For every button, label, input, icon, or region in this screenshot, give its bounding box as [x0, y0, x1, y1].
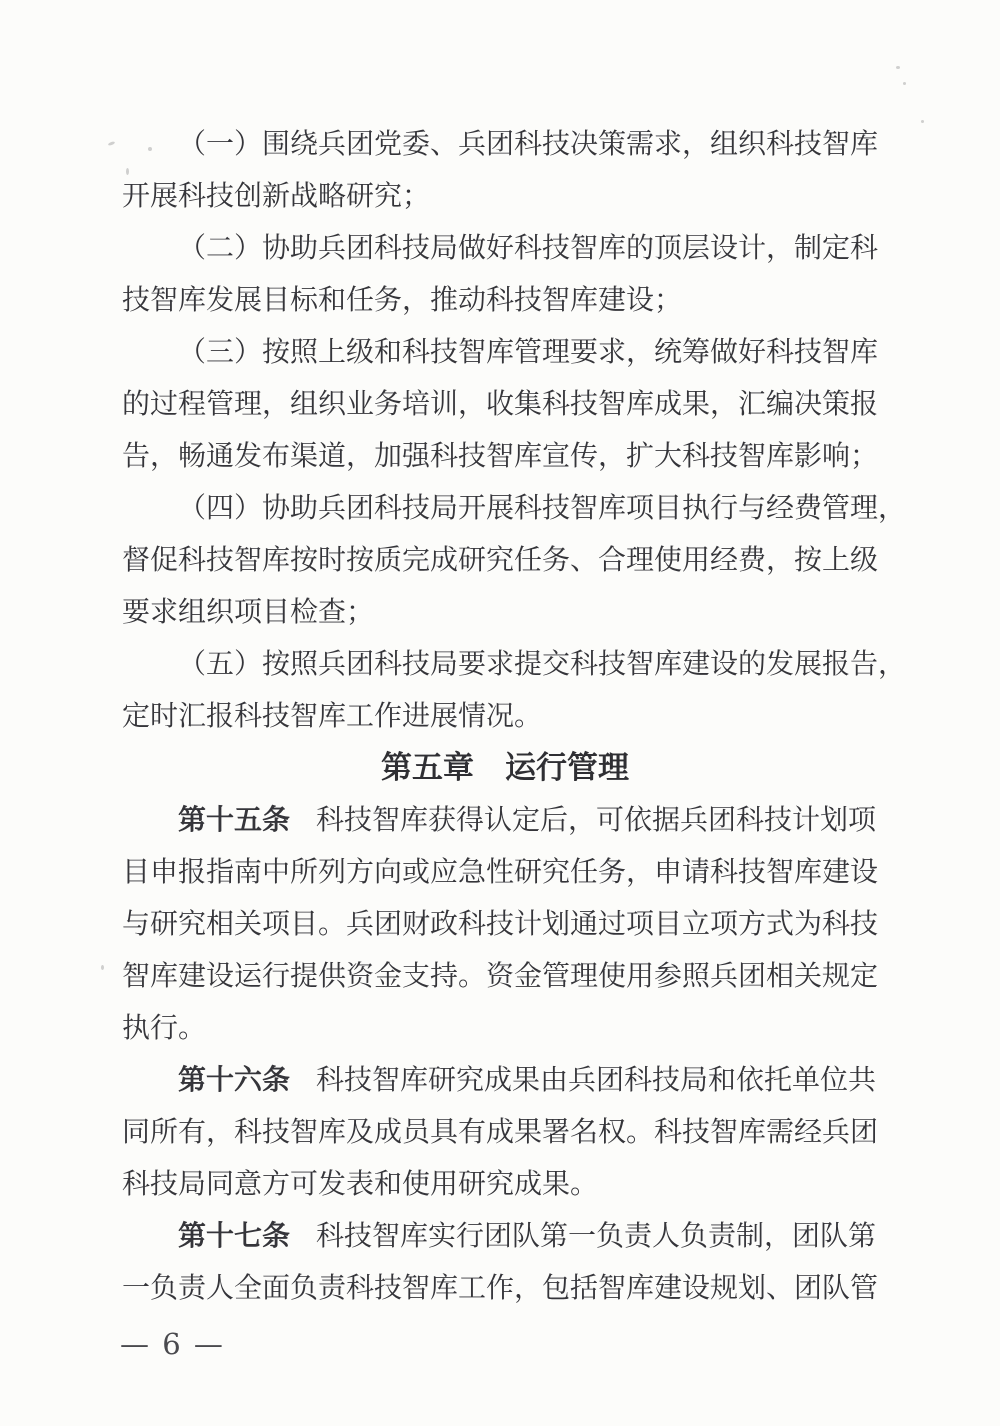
chapter-heading: 第五章 运行管理 — [381, 750, 629, 786]
item-3-line-3: 告，畅通发布渠道，加强科技智库宣传，扩大科技智库影响； — [122, 439, 879, 472]
article-16-line-3: 科技局同意方可发表和使用研究成果。 — [122, 1167, 599, 1200]
page-number: — 6 — — [120, 1327, 225, 1361]
document-body — [122, 118, 907, 1314]
article-15-line-5: 执行。 — [122, 1011, 207, 1044]
item-5-line-1: （五）按照兵团科技局要求提交科技智库建设的发展报告， — [178, 647, 907, 680]
item-2-line-2: 技智库发展目标和任务，推动科技智库建设； — [122, 283, 683, 316]
item-4-line-3: 要求组织项目检查； — [122, 595, 375, 628]
article-16-line-2: 同所有，科技智库及成员具有成果署名权。科技智库需经兵团 — [122, 1115, 879, 1148]
item-4-line-1: （四）协助兵团科技局开展科技智库项目执行与经费管理， — [178, 491, 907, 524]
item-1-line-1: （一）围绕兵团党委、兵团科技决策需求，组织科技智库 — [178, 127, 879, 160]
article-15-text: 科技智库获得认定后，可依据兵团科技计划项 — [316, 803, 877, 836]
article-17-number: 第十七条 — [178, 1219, 291, 1252]
item-1-line-2: 开展科技创新战略研究； — [122, 179, 431, 212]
scan-noise — [896, 66, 900, 69]
item-3-line-1: （三）按照上级和科技智库管理要求，统筹做好科技智库 — [178, 335, 879, 368]
scan-noise — [101, 965, 104, 970]
article-17-line-1 — [122, 1210, 888, 1262]
item-5-line-2: 定时汇报科技智库工作进展情况。 — [122, 699, 543, 732]
article-15-line-3: 与研究相关项目。兵团财政科技计划通过项目立项方式为科技 — [122, 907, 879, 940]
article-16-line-1 — [122, 1054, 888, 1106]
article-15-line-1 — [122, 794, 888, 846]
article-16-number: 第十六条 — [178, 1063, 291, 1096]
scan-noise — [148, 147, 152, 151]
article-15-line-4: 智库建设运行提供资金支持。资金管理使用参照兵团相关规定 — [122, 959, 879, 992]
item-4-line-2: 督促科技智库按时按质完成研究任务、合理使用经费，按上级 — [122, 543, 879, 576]
item-2-line-1: （二）协助兵团科技局做好科技智库的顶层设计，制定科 — [178, 231, 879, 264]
scan-noise — [921, 120, 924, 123]
article-15-line-2: 目申报指南中所列方向或应急性研究任务，申请科技智库建设 — [122, 855, 879, 888]
item-3-line-2: 的过程管理，组织业务培训，收集科技智库成果，汇编决策报 — [122, 387, 879, 420]
scan-noise — [108, 141, 116, 146]
scan-noise — [903, 82, 906, 85]
article-17-line-2: 一负责人全面负责科技智库工作，包括智库建设规划、团队管 — [122, 1271, 879, 1304]
article-15-number: 第十五条 — [178, 803, 291, 836]
article-17-text: 科技智库实行团队第一负责人负责制，团队第 — [316, 1219, 877, 1252]
article-16-text: 科技智库研究成果由兵团科技局和依托单位共 — [316, 1063, 877, 1096]
scan-noise — [126, 168, 129, 175]
